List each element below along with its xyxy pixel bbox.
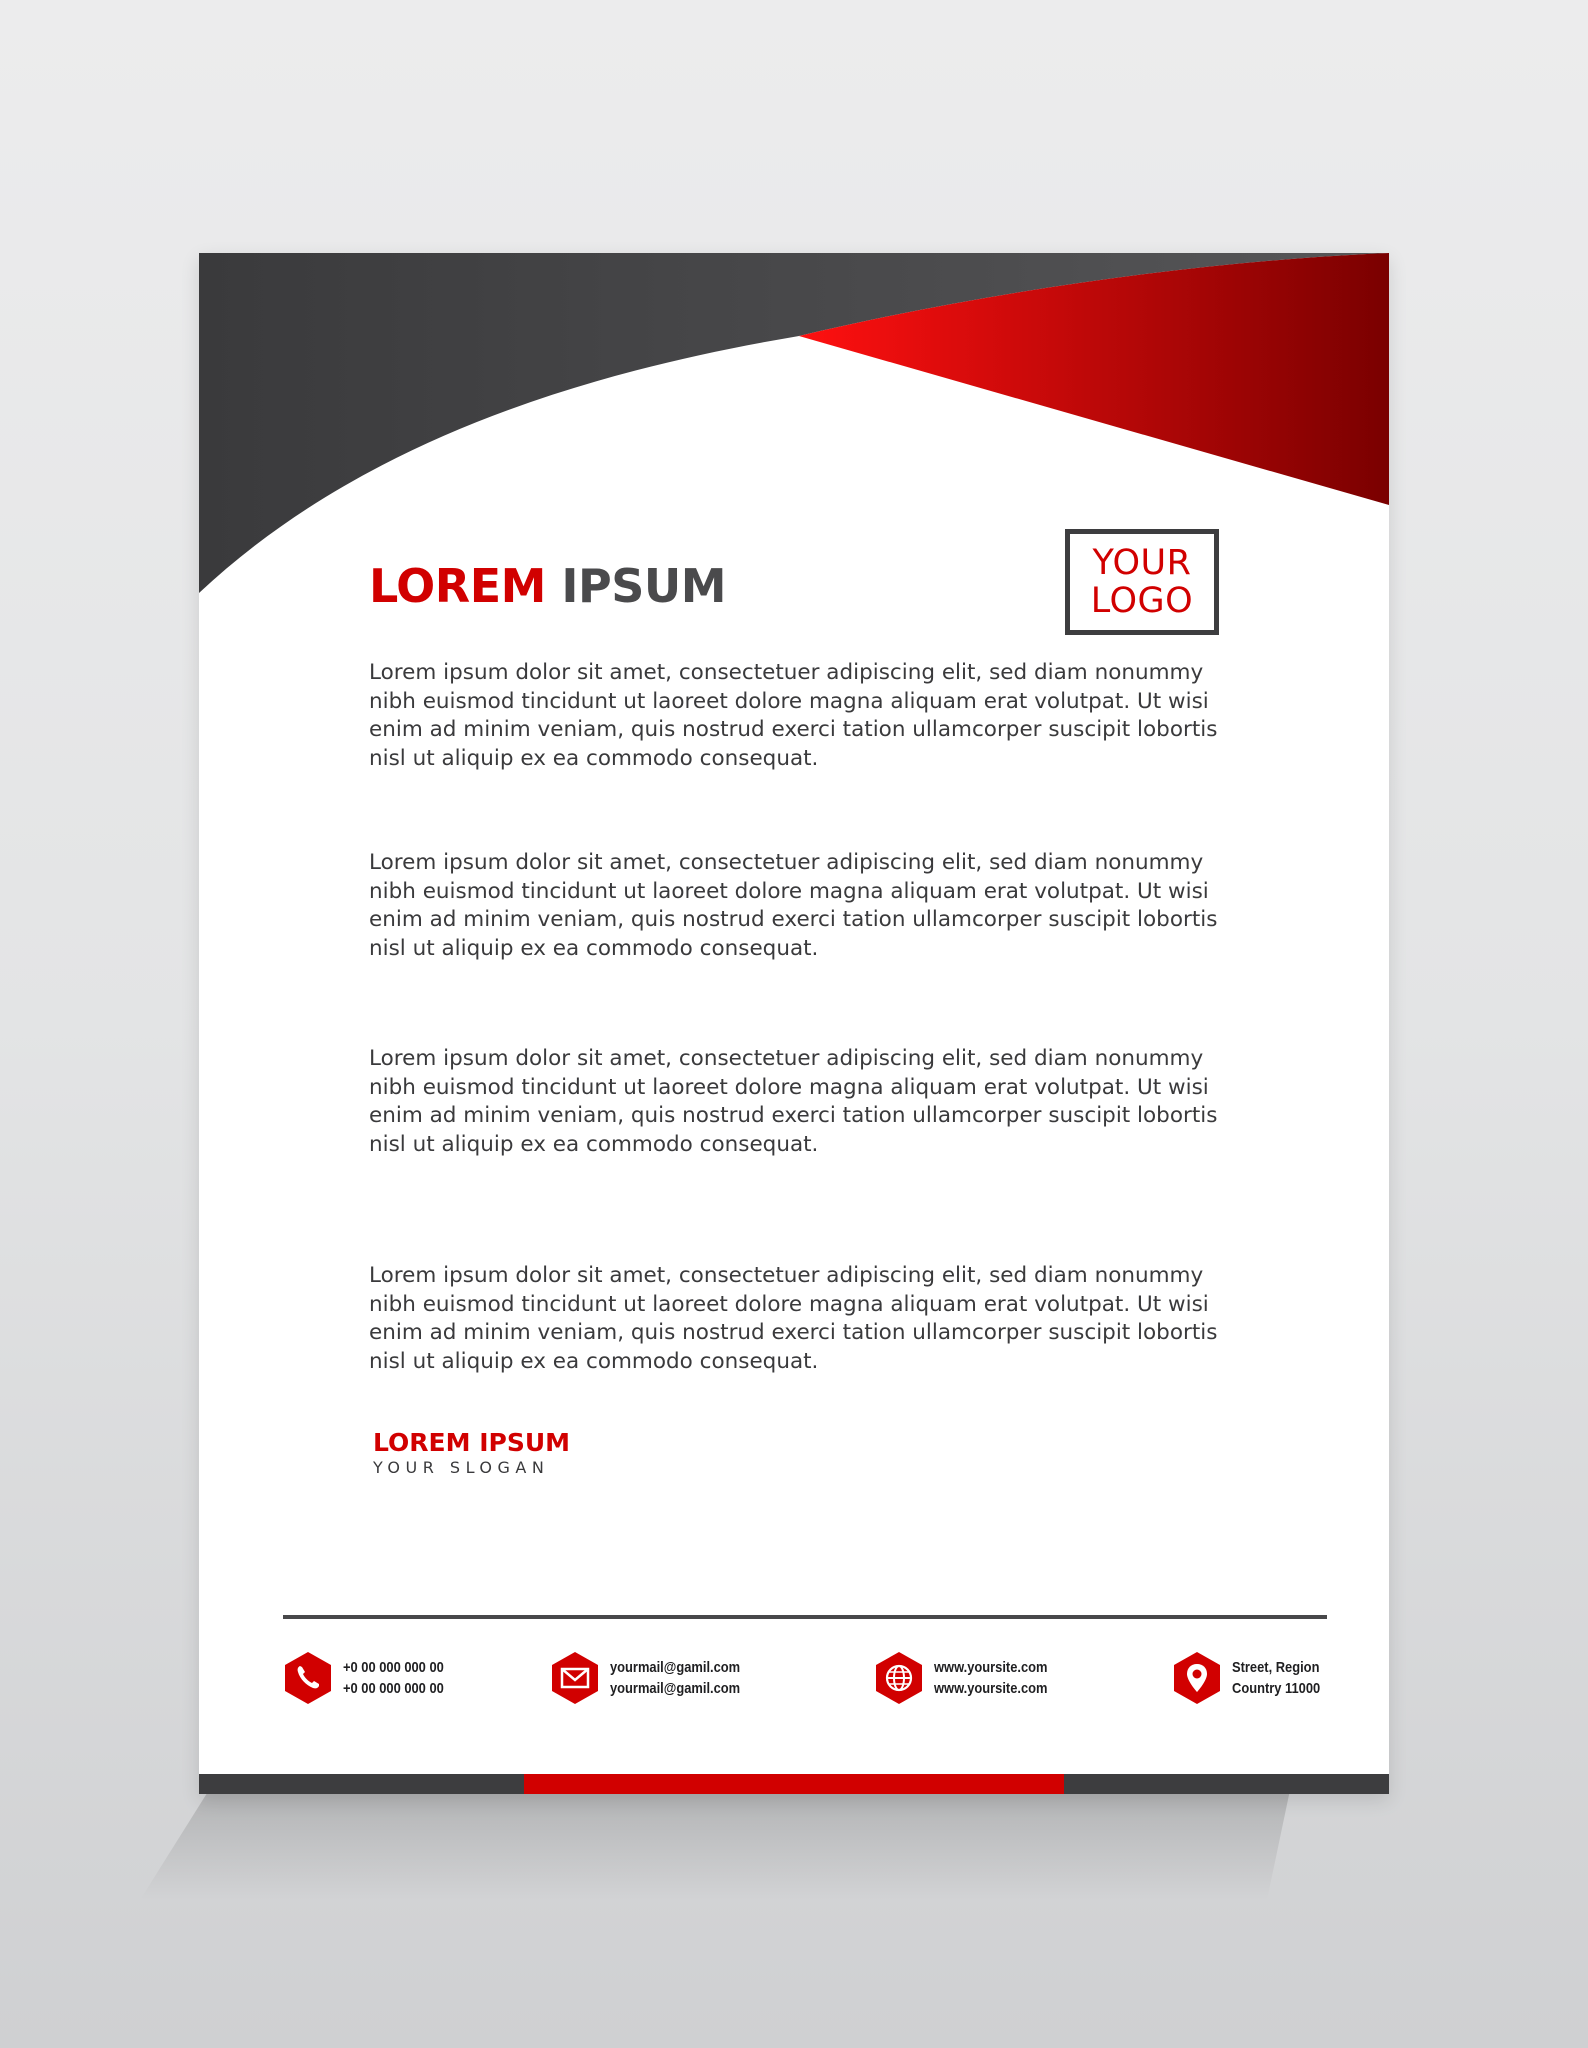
brand-signature — [373, 1430, 570, 1476]
location-pin-icon — [1172, 1651, 1222, 1705]
contact-website — [874, 1651, 1066, 1705]
email-line-2[interactable]: yourmail@gamil.com — [610, 1680, 741, 1697]
page-drop-shadow — [140, 1790, 1290, 1900]
footer-color-bar — [199, 1774, 1389, 1794]
footer-bar-dark-right — [1064, 1774, 1389, 1794]
phone-line-2: +0 00 000 000 00 — [343, 1680, 444, 1697]
logo-placeholder — [1065, 529, 1219, 635]
contact-email — [550, 1651, 761, 1705]
title-dark-word: IPSUM — [561, 559, 727, 613]
email-line-1[interactable]: yourmail@gamil.com — [610, 1659, 741, 1676]
phone-icon — [283, 1651, 333, 1705]
letterhead-page — [199, 253, 1389, 1794]
logo-line-2: LOGO — [1090, 581, 1194, 621]
body-paragraph-2: Lorem ipsum dolor sit amet, consectetuer adipiscing elit, sed diam nonummy nibh euismod tincidunt ut laoreet dolore magna aliquam erat volutpat. Ut wisi enim ad minim veniam, quis nostrud exerci tation ullamcorper suscipit lobortis nisl ut aliquip ex ea commodo consequat. — [369, 850, 1218, 961]
website-line-2[interactable]: www.yoursite.com — [934, 1680, 1048, 1697]
body-paragraph-1: Lorem ipsum dolor sit amet, consectetuer adipiscing elit, sed diam nonummy nibh euismod tincidunt ut laoreet dolore magna aliquam erat volutpat. Ut wisi enim ad minim veniam, quis nostrud exerci tation ullamcorper suscipit lobortis nisl ut aliquip ex ea commodo consequat. — [369, 660, 1218, 771]
page-title — [369, 559, 727, 613]
footer-bar-red-center — [524, 1774, 1064, 1794]
footer-bar-dark-left — [199, 1774, 524, 1794]
address-line-1: Street, Region — [1232, 1659, 1320, 1676]
contact-address — [1172, 1651, 1335, 1705]
website-line-1[interactable]: www.yoursite.com — [934, 1659, 1048, 1676]
brand-slogan: YOUR SLOGAN — [373, 1458, 550, 1477]
body-paragraph-4: Lorem ipsum dolor sit amet, consectetuer adipiscing elit, sed diam nonummy nibh euismod tincidunt ut laoreet dolore magna aliquam erat volutpat. Ut wisi enim ad minim veniam, quis nostrud exerci tation ullamcorper suscipit lobortis nisl ut aliquip ex ea commodo consequat. — [369, 1263, 1218, 1374]
globe-icon — [874, 1651, 924, 1705]
contact-phone — [283, 1651, 460, 1705]
title-accent-word: LOREM — [369, 559, 546, 613]
body-paragraph-3: Lorem ipsum dolor sit amet, consectetuer adipiscing elit, sed diam nonummy nibh euismod tincidunt ut laoreet dolore magna aliquam erat volutpat. Ut wisi enim ad minim veniam, quis nostrud exerci tation ullamcorper suscipit lobortis nisl ut aliquip ex ea commodo consequat. — [369, 1046, 1218, 1157]
footer-divider — [283, 1615, 1327, 1619]
address-line-2: Country 11000 — [1232, 1680, 1321, 1697]
brand-name: LOREM IPSUM — [373, 1428, 571, 1457]
phone-line-1: +0 00 000 000 00 — [343, 1659, 444, 1676]
logo-line-1: YOUR — [1092, 543, 1192, 583]
mail-icon — [550, 1651, 600, 1705]
